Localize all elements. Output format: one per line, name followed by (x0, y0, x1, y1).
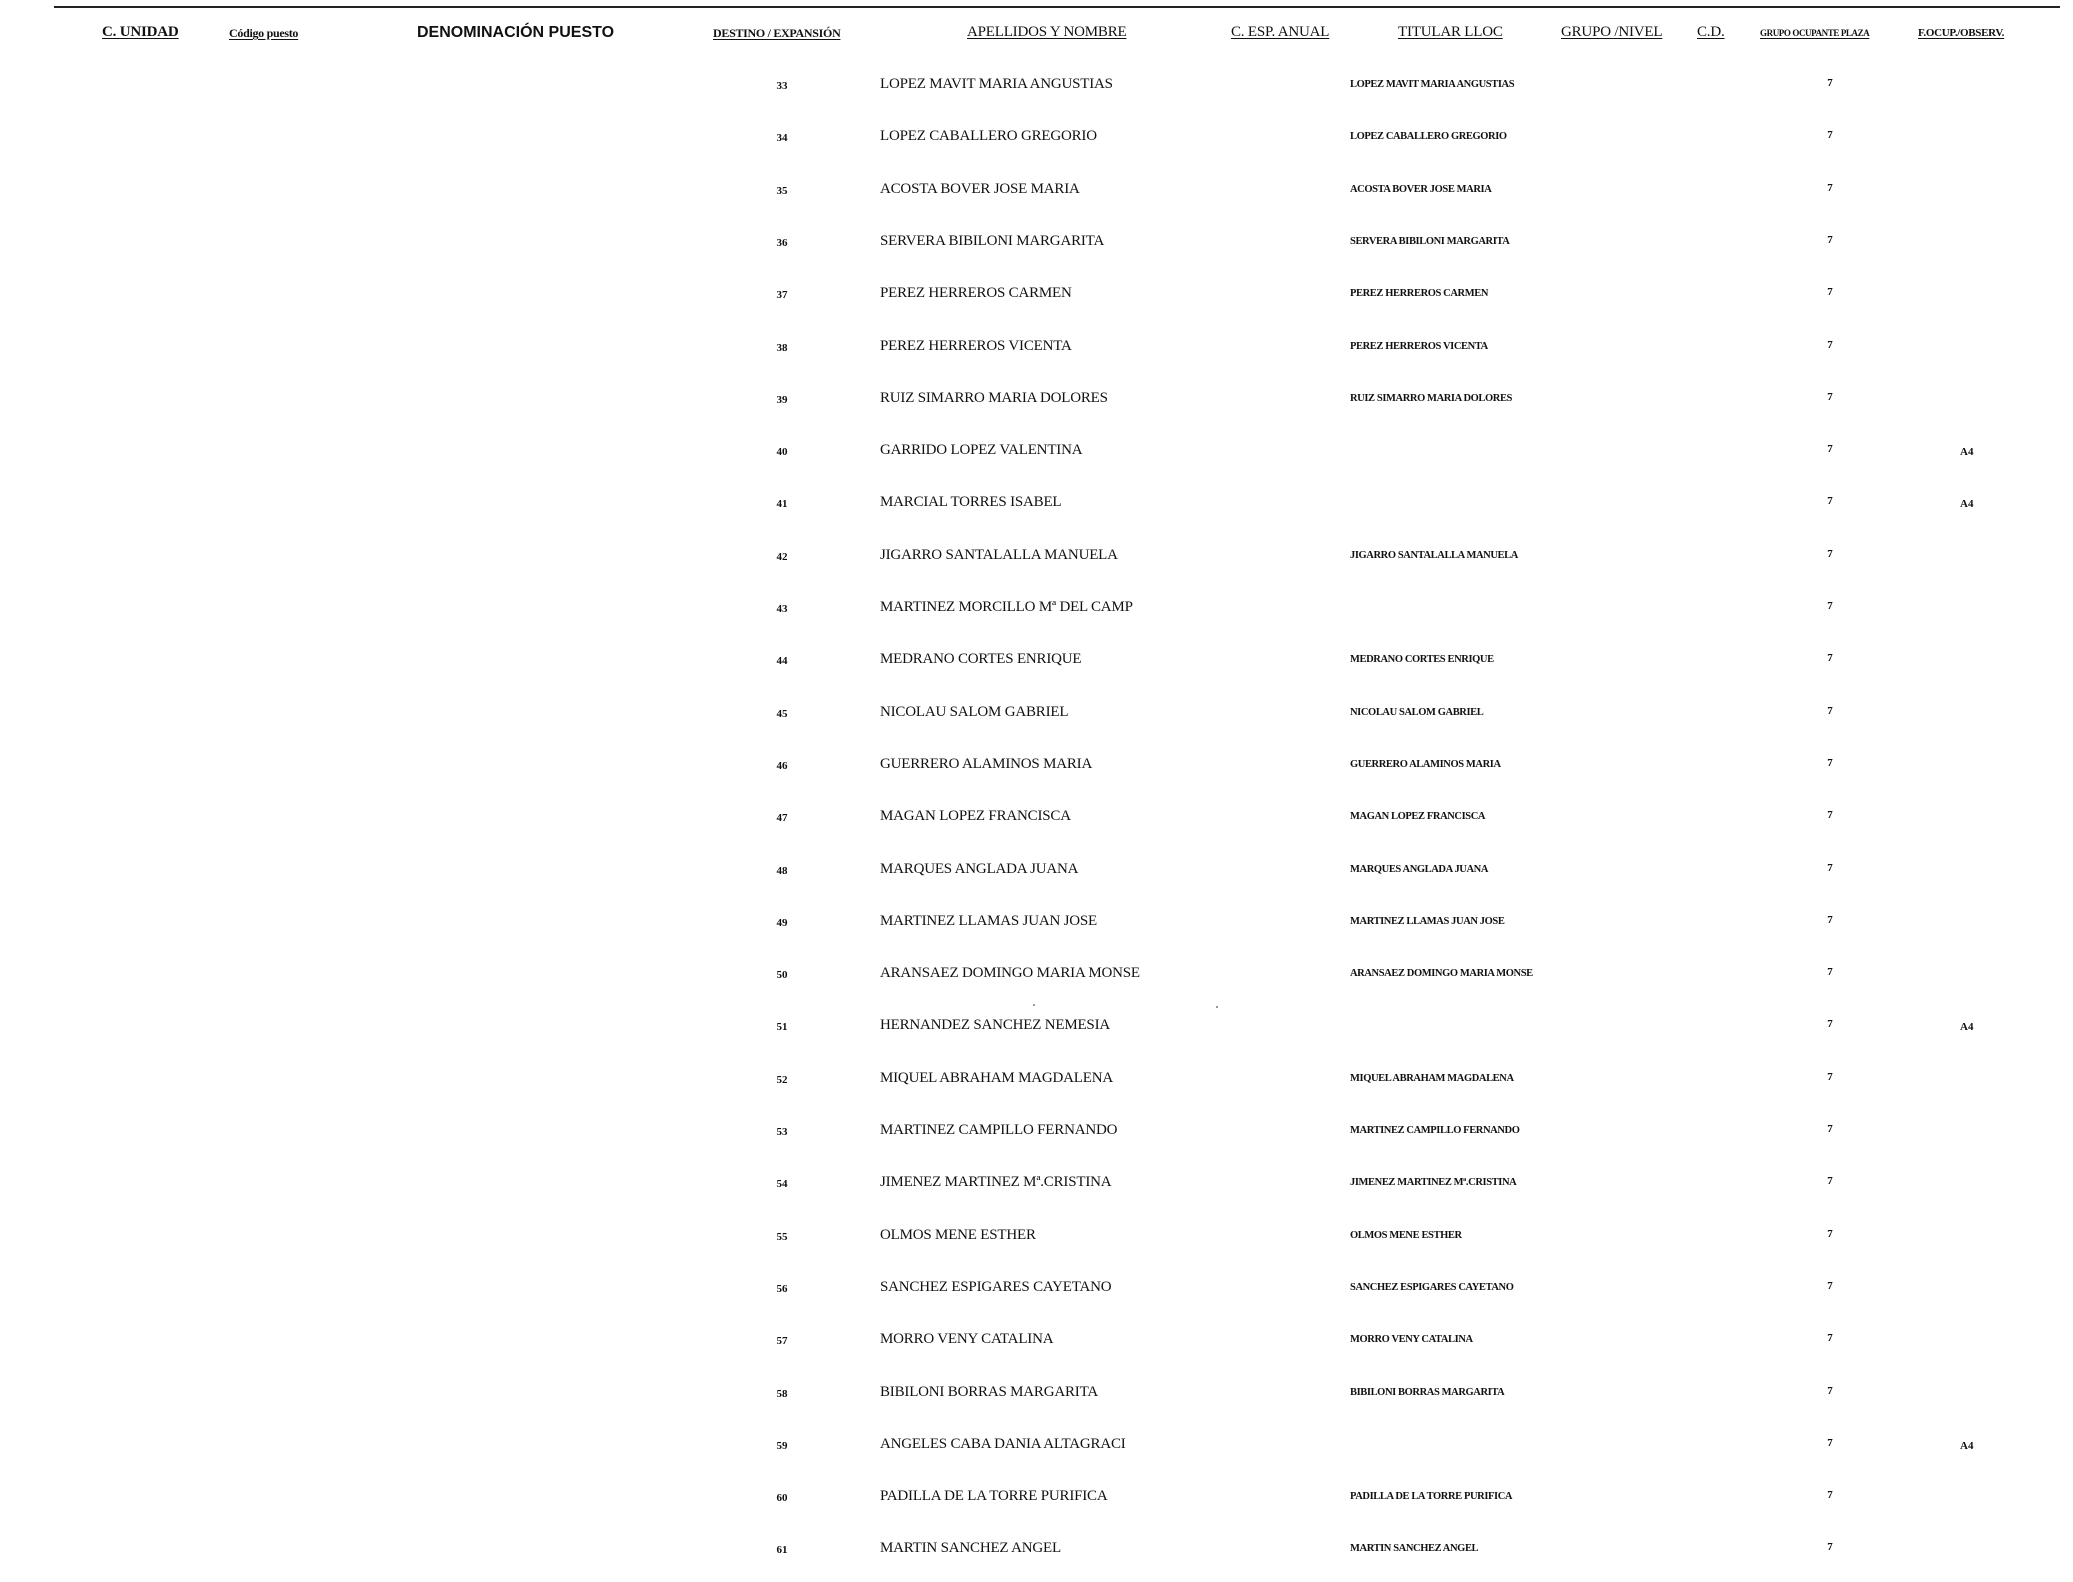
scan-speck (1216, 1006, 1218, 1008)
row-grupo-ocupante: 7 (1827, 809, 1833, 821)
row-number: 42 (776, 551, 788, 563)
table-row (0, 76, 2073, 106)
row-number: 37 (776, 289, 788, 301)
row-name: MARTINEZ LLAMAS JUAN JOSE (880, 913, 1098, 929)
row-titular: MORRO VENY CATALINA (1350, 1334, 1473, 1345)
table-row (0, 181, 2073, 211)
table-row (0, 599, 2073, 629)
row-titular: GUERRERO ALAMINOS MARIA (1350, 759, 1501, 770)
row-number: 36 (776, 237, 788, 249)
row-titular: LOPEZ CABALLERO GREGORIO (1350, 131, 1507, 142)
row-grupo-ocupante: 7 (1827, 1332, 1833, 1344)
row-number: 58 (776, 1388, 788, 1400)
row-number: 50 (776, 969, 788, 981)
row-observacion: A4 (1960, 498, 1974, 510)
row-grupo-ocupante: 7 (1827, 234, 1833, 246)
table-row (0, 1227, 2073, 1257)
row-name: JIGARRO SANTALALLA MANUELA (880, 547, 1118, 563)
row-grupo-ocupante: 7 (1827, 129, 1833, 141)
table-row (0, 1070, 2073, 1100)
row-number: 43 (776, 603, 788, 615)
table-row (0, 1488, 2073, 1518)
row-titular: JIGARRO SANTALALLA MANUELA (1350, 550, 1518, 561)
row-titular: ACOSTA BOVER JOSE MARIA (1350, 184, 1492, 195)
row-titular: MARTINEZ CAMPILLO FERNANDO (1350, 1125, 1520, 1136)
table-row (0, 651, 2073, 681)
row-name: MORRO VENY CATALINA (880, 1331, 1054, 1347)
header-f-ocup-observ: F.OCUP./OBSERV. (1918, 27, 2005, 39)
row-number: 38 (776, 342, 788, 354)
row-name: SANCHEZ ESPIGARES CAYETANO (880, 1279, 1112, 1295)
row-grupo-ocupante: 7 (1827, 443, 1833, 455)
row-name: HERNANDEZ SANCHEZ NEMESIA (880, 1017, 1110, 1033)
row-name: LOPEZ MAVIT MARIA ANGUSTIAS (880, 76, 1113, 92)
table-row (0, 965, 2073, 995)
row-grupo-ocupante: 7 (1827, 391, 1833, 403)
scan-speck (1033, 1004, 1035, 1006)
table-row (0, 1436, 2073, 1466)
row-number: 60 (776, 1492, 788, 1504)
row-number: 51 (776, 1021, 788, 1033)
row-number: 41 (776, 498, 788, 510)
table-row (0, 1384, 2073, 1414)
table-row (0, 128, 2073, 158)
table-row (0, 442, 2073, 472)
row-number: 46 (776, 760, 788, 772)
row-number: 57 (776, 1335, 788, 1347)
row-name: RUIZ SIMARRO MARIA DOLORES (880, 390, 1108, 406)
row-titular: PADILLA DE LA TORRE PURIFICA (1350, 1491, 1513, 1502)
row-name: OLMOS MENE ESTHER (880, 1227, 1036, 1243)
row-titular: MIQUEL ABRAHAM MAGDALENA (1350, 1073, 1514, 1084)
row-name: GARRIDO LOPEZ VALENTINA (880, 442, 1083, 458)
row-number: 59 (776, 1440, 788, 1452)
row-name: ANGELES CABA DANIA ALTAGRACI (880, 1436, 1126, 1452)
row-titular: LOPEZ MAVIT MARIA ANGUSTIAS (1350, 79, 1515, 90)
row-number: 56 (776, 1283, 788, 1295)
table-row (0, 233, 2073, 263)
row-number: 48 (776, 865, 788, 877)
row-grupo-ocupante: 7 (1827, 339, 1833, 351)
table-row (0, 704, 2073, 734)
row-name: BIBILONI BORRAS MARGARITA (880, 1384, 1098, 1400)
row-grupo-ocupante: 7 (1827, 966, 1833, 978)
row-observacion: A4 (1960, 1440, 1974, 1452)
header-c-unidad: C. UNIDAD (102, 24, 179, 40)
row-number: 55 (776, 1231, 788, 1243)
row-grupo-ocupante: 7 (1827, 1175, 1833, 1187)
row-titular: MARQUES ANGLADA JUANA (1350, 864, 1489, 875)
row-name: MARTINEZ MORCILLO Mª DEL CAMP (880, 599, 1133, 615)
row-titular: MEDRANO CORTES ENRIQUE (1350, 654, 1494, 665)
row-grupo-ocupante: 7 (1827, 1071, 1833, 1083)
table-row (0, 808, 2073, 838)
row-number: 35 (776, 185, 788, 197)
table-row (0, 547, 2073, 577)
row-name: LOPEZ CABALLERO GREGORIO (880, 128, 1097, 144)
row-titular: SANCHEZ ESPIGARES CAYETANO (1350, 1282, 1514, 1293)
row-name: MARCIAL TORRES ISABEL (880, 494, 1062, 510)
row-name: GUERRERO ALAMINOS MARIA (880, 756, 1093, 772)
row-number: 40 (776, 446, 788, 458)
header-grupo-nivel: GRUPO /NIVEL (1561, 24, 1663, 40)
row-name: SERVERA BIBILONI MARGARITA (880, 233, 1105, 249)
row-titular: ARANSAEZ DOMINGO MARIA MONSE (1350, 968, 1533, 979)
header-cd: C.D. (1697, 24, 1725, 40)
row-number: 34 (776, 132, 788, 144)
header-denominacion-puesto: DENOMINACIÓN PUESTO (417, 24, 615, 41)
header-apellidos-nombre: APELLIDOS Y NOMBRE (967, 24, 1127, 40)
table-row (0, 390, 2073, 420)
row-grupo-ocupante: 7 (1827, 705, 1833, 717)
row-number: 39 (776, 394, 788, 406)
row-titular: PEREZ HERREROS CARMEN (1350, 288, 1489, 299)
row-grupo-ocupante: 7 (1827, 548, 1833, 560)
row-grupo-ocupante: 7 (1827, 495, 1833, 507)
row-titular: BIBILONI BORRAS MARGARITA (1350, 1387, 1505, 1398)
row-number: 53 (776, 1126, 788, 1138)
row-name: MARTINEZ CAMPILLO FERNANDO (880, 1122, 1118, 1138)
table-row (0, 1017, 2073, 1047)
row-titular: JIMENEZ MARTINEZ Mª.CRISTINA (1350, 1177, 1517, 1188)
header-grupo-ocupante-plaza: GRUPO OCUPANTE PLAZA (1760, 28, 1870, 38)
row-number: 61 (776, 1544, 788, 1556)
header-destino-expansion: DESTINO / EXPANSIÓN (713, 26, 841, 40)
row-grupo-ocupante: 7 (1827, 914, 1833, 926)
row-observacion: A4 (1960, 1021, 1974, 1033)
row-grupo-ocupante: 7 (1827, 600, 1833, 612)
row-name: PADILLA DE LA TORRE PURIFICA (880, 1488, 1108, 1504)
table-row (0, 1331, 2073, 1361)
row-name: PEREZ HERREROS VICENTA (880, 338, 1072, 354)
table-row (0, 285, 2073, 315)
row-grupo-ocupante: 7 (1827, 1541, 1833, 1553)
row-grupo-ocupante: 7 (1827, 77, 1833, 89)
row-grupo-ocupante: 7 (1827, 1437, 1833, 1449)
row-grupo-ocupante: 7 (1827, 1280, 1833, 1292)
row-name: MARQUES ANGLADA JUANA (880, 861, 1079, 877)
row-name: ACOSTA BOVER JOSE MARIA (880, 181, 1080, 197)
row-titular: RUIZ SIMARRO MARIA DOLORES (1350, 393, 1512, 404)
row-name: MIQUEL ABRAHAM MAGDALENA (880, 1070, 1113, 1086)
row-titular: PEREZ HERREROS VICENTA (1350, 341, 1488, 352)
row-observacion: A4 (1960, 446, 1974, 458)
table-row (0, 1174, 2073, 1204)
row-name: JIMENEZ MARTINEZ Mª.CRISTINA (880, 1174, 1112, 1190)
row-grupo-ocupante: 7 (1827, 1489, 1833, 1501)
row-name: ARANSAEZ DOMINGO MARIA MONSE (880, 965, 1140, 981)
row-number: 33 (776, 80, 788, 92)
row-number: 49 (776, 917, 788, 929)
row-grupo-ocupante: 7 (1827, 757, 1833, 769)
table-row (0, 338, 2073, 368)
header-titular-lloc: TITULAR LLOC (1398, 24, 1503, 40)
header-c-esp-anual: C. ESP. ANUAL (1231, 24, 1330, 40)
row-number: 47 (776, 812, 788, 824)
row-name: PEREZ HERREROS CARMEN (880, 285, 1072, 301)
row-titular: NICOLAU SALOM GABRIEL (1350, 707, 1484, 718)
row-name: MARTIN SANCHEZ ANGEL (880, 1540, 1061, 1556)
row-grupo-ocupante: 7 (1827, 182, 1833, 194)
row-number: 45 (776, 708, 788, 720)
row-titular: OLMOS MENE ESTHER (1350, 1230, 1462, 1241)
row-grupo-ocupante: 7 (1827, 652, 1833, 664)
row-titular: MARTINEZ LLAMAS JUAN JOSE (1350, 916, 1505, 927)
row-grupo-ocupante: 7 (1827, 1228, 1833, 1240)
row-number: 52 (776, 1074, 788, 1086)
row-titular: MAGAN LOPEZ FRANCISCA (1350, 811, 1486, 822)
table-row (0, 756, 2073, 786)
header-codigo-puesto: Código puesto (229, 26, 299, 40)
table-row (0, 1279, 2073, 1309)
row-grupo-ocupante: 7 (1827, 286, 1833, 298)
row-name: MAGAN LOPEZ FRANCISCA (880, 808, 1071, 824)
row-grupo-ocupante: 7 (1827, 862, 1833, 874)
table-row (0, 913, 2073, 943)
table-row (0, 1540, 2073, 1570)
row-number: 54 (776, 1178, 788, 1190)
row-number: 44 (776, 655, 788, 667)
row-grupo-ocupante: 7 (1827, 1385, 1833, 1397)
row-name: NICOLAU SALOM GABRIEL (880, 704, 1069, 720)
row-titular: SERVERA BIBILONI MARGARITA (1350, 236, 1510, 247)
row-grupo-ocupante: 7 (1827, 1123, 1833, 1135)
row-name: MEDRANO CORTES ENRIQUE (880, 651, 1082, 667)
table-row (0, 861, 2073, 891)
row-grupo-ocupante: 7 (1827, 1018, 1833, 1030)
table-row (0, 494, 2073, 524)
table-row (0, 1122, 2073, 1152)
row-titular: MARTIN SANCHEZ ANGEL (1350, 1543, 1479, 1554)
